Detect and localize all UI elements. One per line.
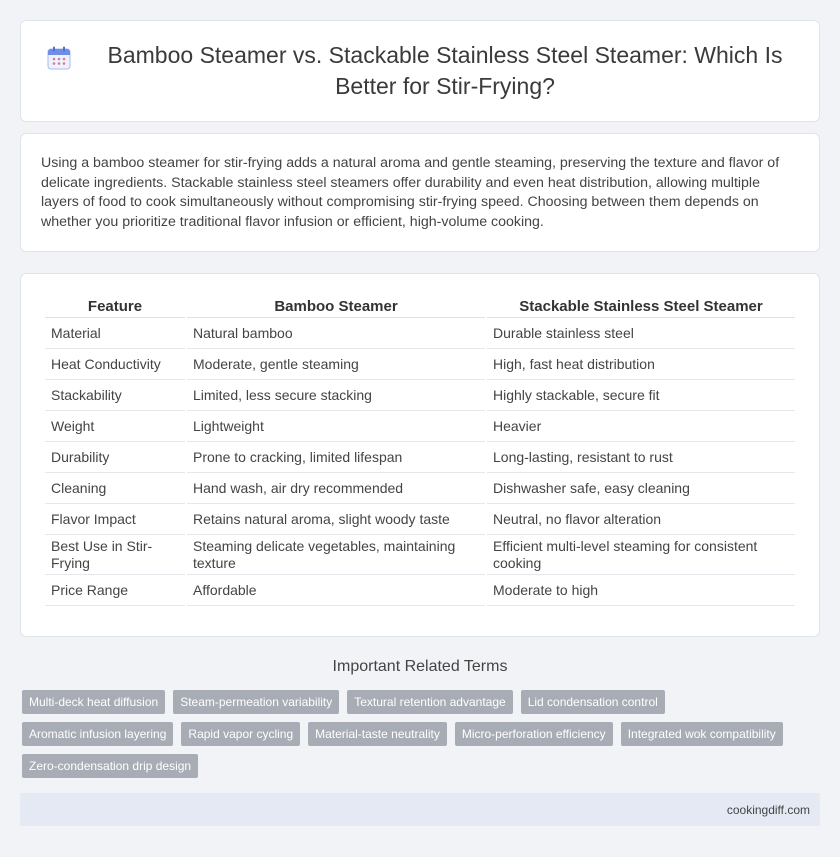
table-row (45, 349, 795, 380)
header-stainless: Stackable Stainless Steel Steamer (487, 294, 795, 318)
title-card (20, 20, 820, 122)
calendar-icon (45, 44, 73, 72)
term-tag[interactable]: Rapid vapor cycling (181, 722, 300, 746)
term-tag[interactable]: Multi-deck heat diffusion (22, 690, 165, 714)
stainless-cell: Durable stainless steel (487, 318, 795, 349)
stainless-cell: Dishwasher safe, easy cleaning (487, 473, 795, 504)
feature-cell: Best Use in Stir-Frying (45, 535, 185, 575)
term-tag[interactable]: Textural retention advantage (347, 690, 512, 714)
stainless-cell: Efficient multi-level steaming for consistent cooking (487, 535, 795, 575)
table-row (45, 411, 795, 442)
stainless-cell: Long-lasting, resistant to rust (487, 442, 795, 473)
table-row (45, 442, 795, 473)
feature-cell: Material (45, 318, 185, 349)
feature-cell: Heat Conductivity (45, 349, 185, 380)
feature-cell: Durability (45, 442, 185, 473)
intro-text: Using a bamboo steamer for stir-frying adds a natural aroma and gentle steaming, preserving the texture and flavor of delicate ingredients. Stackable stainless steel steamers offer durability and even heat distribution, allowing multiple layers of food to cook simultaneously without compromising stir-frying speed. Choosing between them depends on whether you prioritize traditional flavor infusion or efficient, high-volume cooking. (41, 155, 780, 230)
stainless-cell: High, fast heat distribution (487, 349, 795, 380)
bamboo-cell: Prone to cracking, limited lifespan (187, 442, 485, 473)
term-tag[interactable]: Micro-perforation efficiency (455, 722, 613, 746)
term-tag[interactable]: Material-taste neutrality (308, 722, 447, 746)
table-row (45, 380, 795, 411)
term-tag[interactable]: Zero-condensation drip design (22, 754, 198, 778)
related-terms-title: Important Related Terms (332, 658, 508, 675)
table-row (45, 535, 795, 575)
table-row (45, 318, 795, 349)
feature-cell: Cleaning (45, 473, 185, 504)
comparison-card (20, 273, 820, 637)
feature-cell: Flavor Impact (45, 504, 185, 535)
stainless-cell: Highly stackable, secure fit (487, 380, 795, 411)
related-terms-list (22, 690, 822, 786)
header-bamboo: Bamboo Steamer (187, 294, 485, 318)
feature-cell: Weight (45, 411, 185, 442)
header-feature: Feature (45, 294, 185, 318)
table-row (45, 473, 795, 504)
term-tag[interactable]: Steam-permeation variability (173, 690, 339, 714)
stainless-cell: Heavier (487, 411, 795, 442)
bamboo-cell: Natural bamboo (187, 318, 485, 349)
stainless-cell: Neutral, no flavor alteration (487, 504, 795, 535)
title-wrap (45, 40, 795, 102)
table-header-row (45, 294, 795, 318)
footer-site-link[interactable]: cookingdiff.com (726, 802, 810, 817)
bamboo-cell: Limited, less secure stacking (187, 380, 485, 411)
footer (20, 793, 820, 826)
page-title: Bamboo Steamer vs. Stackable Stainless Steel Steamer: Which Is Better for Stir-Frying? (107, 42, 783, 99)
stainless-cell: Moderate to high (487, 575, 795, 606)
bamboo-cell: Affordable (187, 575, 485, 606)
comparison-table (43, 294, 797, 606)
feature-cell: Price Range (45, 575, 185, 606)
bamboo-cell: Retains natural aroma, slight woody taste (187, 504, 485, 535)
bamboo-cell: Hand wash, air dry recommended (187, 473, 485, 504)
feature-cell: Stackability (45, 380, 185, 411)
term-tag[interactable]: Integrated wok compatibility (621, 722, 783, 746)
bamboo-cell: Lightweight (187, 411, 485, 442)
bamboo-cell: Steaming delicate vegetables, maintaining texture (187, 535, 485, 575)
table-row (45, 504, 795, 535)
intro-card (20, 133, 820, 252)
table-row (45, 575, 795, 606)
bamboo-cell: Moderate, gentle steaming (187, 349, 485, 380)
term-tag[interactable]: Lid condensation control (521, 690, 665, 714)
term-tag[interactable]: Aromatic infusion layering (22, 722, 173, 746)
